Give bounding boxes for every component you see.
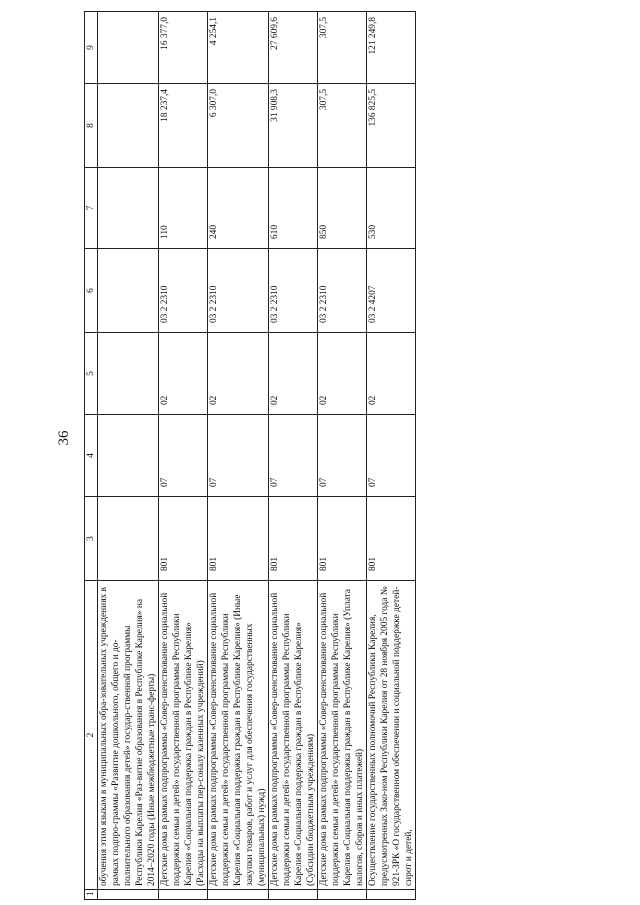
row-index-cell bbox=[269, 890, 318, 900]
table-row bbox=[208, 12, 269, 900]
header-row bbox=[85, 12, 98, 900]
code-cell bbox=[98, 415, 159, 497]
code-cell: 02 bbox=[269, 333, 318, 415]
code-cell: 110 bbox=[159, 168, 208, 249]
row-index-cell bbox=[367, 890, 416, 900]
amount-cell: 4 254,1 bbox=[208, 12, 269, 84]
code-cell: 801 bbox=[208, 497, 269, 581]
table-row bbox=[269, 12, 318, 900]
amount-cell: 6 307,0 bbox=[208, 84, 269, 168]
column-header: 4 bbox=[85, 415, 98, 497]
amount-cell: 27 609,6 bbox=[269, 12, 318, 84]
column-header: 6 bbox=[85, 249, 98, 333]
amount-cell bbox=[98, 84, 159, 168]
row-index-cell bbox=[159, 890, 208, 900]
code-cell: 03 2 2310 bbox=[269, 249, 318, 333]
amount-cell: 121 249,8 bbox=[367, 12, 416, 84]
page-number: 36 bbox=[56, 430, 72, 446]
amount-cell: 136 825,5 bbox=[367, 84, 416, 168]
code-cell bbox=[98, 168, 159, 249]
code-cell: 03 2 2310 bbox=[159, 249, 208, 333]
amount-cell: 16 377,0 bbox=[159, 12, 208, 84]
amount-cell: 18 237,4 bbox=[159, 84, 208, 168]
code-cell: 801 bbox=[367, 497, 416, 581]
code-cell: 07 bbox=[318, 415, 367, 497]
row-name-cell: Детские дома в рамках подпрограммы «Совер-шенствование социальной поддержки семьи и детей» государственной программы Республики Карелия «Социальная поддержка граждан в Республике Карелия» (Расходы на выплаты пер-соналу казенных учреждений) bbox=[159, 581, 208, 890]
code-cell: 801 bbox=[269, 497, 318, 581]
code-cell: 07 bbox=[208, 415, 269, 497]
code-cell: 02 bbox=[208, 333, 269, 415]
column-header: 7 bbox=[85, 168, 98, 249]
code-cell: 03 2 4207 bbox=[367, 249, 416, 333]
column-header: 2 bbox=[85, 581, 98, 890]
row-name-cell: обучения этим языкам в муниципальных обра-зовательных учреждениях в рамках подпро-граммы «Развитие дошкольного, общего и до-полнительного образования детей» государ-ственной программы Республики Карелия «Раз-витие образования в Республике Карелия» на 2014–2020 годы (Иные межбюджетные транс-ферты) bbox=[98, 581, 159, 890]
table-row bbox=[318, 12, 367, 900]
code-cell: 07 bbox=[159, 415, 208, 497]
table-row bbox=[159, 12, 208, 900]
column-header: 5 bbox=[85, 333, 98, 415]
table-row bbox=[98, 12, 159, 900]
row-name-cell: Осуществление государственных полномочий Республики Карелия, предусмотренных Зако-ном Республики Карелия от 28 ноября 2005 года № 921-ЗРК «О государственном обеспечении и социальной поддержке детей-сирот и детей, bbox=[367, 581, 416, 890]
code-cell: 801 bbox=[318, 497, 367, 581]
amount-cell: 307,5 bbox=[318, 84, 367, 168]
code-cell bbox=[98, 249, 159, 333]
row-name-cell: Детские дома в рамках подпрограммы «Совер-шенствование социальной поддержки семьи и детей» государственной программы Республики Карелия «Социальная поддержка граждан в Республике Карелия» (Уплата налогов, сборов и иных платежей) bbox=[318, 581, 367, 890]
code-cell bbox=[98, 333, 159, 415]
code-cell: 610 bbox=[269, 168, 318, 249]
column-header: 8 bbox=[85, 84, 98, 168]
code-cell: 02 bbox=[367, 333, 416, 415]
code-cell: 850 bbox=[318, 168, 367, 249]
row-index-cell bbox=[318, 890, 367, 900]
code-cell: 530 bbox=[367, 168, 416, 249]
budget-table bbox=[84, 11, 416, 900]
rotated-table-container bbox=[84, 10, 640, 900]
code-cell: 02 bbox=[318, 333, 367, 415]
amount-cell bbox=[98, 12, 159, 84]
table-row bbox=[367, 12, 416, 900]
code-cell: 07 bbox=[367, 415, 416, 497]
row-name-cell: Детские дома в рамках подпрограммы «Совер-шенствование социальной поддержки семьи и детей» государственной программы Республики Карелия «Социальная поддержка граждан в Республике Карелия» (Иные закупки товаров, работ и услуг для обеспечения государственных (муниципальных) нужд) bbox=[208, 581, 269, 890]
code-cell bbox=[98, 497, 159, 581]
code-cell: 801 bbox=[159, 497, 208, 581]
column-header: 1 bbox=[85, 890, 98, 900]
code-cell: 03 2 2310 bbox=[208, 249, 269, 333]
code-cell: 03 2 2310 bbox=[318, 249, 367, 333]
column-header: 9 bbox=[85, 12, 98, 84]
code-cell: 07 bbox=[269, 415, 318, 497]
row-index-cell bbox=[98, 890, 159, 900]
amount-cell: 307,5 bbox=[318, 12, 367, 84]
row-name-cell: Детские дома в рамках подпрограммы «Совер-шенствование социальной поддержки семьи и детей» государственной программы Республики Карелия «Социальная поддержка граждан в Республике Карелия» (Субсидии бюджетным учреждениям) bbox=[269, 581, 318, 890]
column-header: 3 bbox=[85, 497, 98, 581]
row-index-cell bbox=[208, 890, 269, 900]
code-cell: 240 bbox=[208, 168, 269, 249]
code-cell: 02 bbox=[159, 333, 208, 415]
amount-cell: 31 908,3 bbox=[269, 84, 318, 168]
